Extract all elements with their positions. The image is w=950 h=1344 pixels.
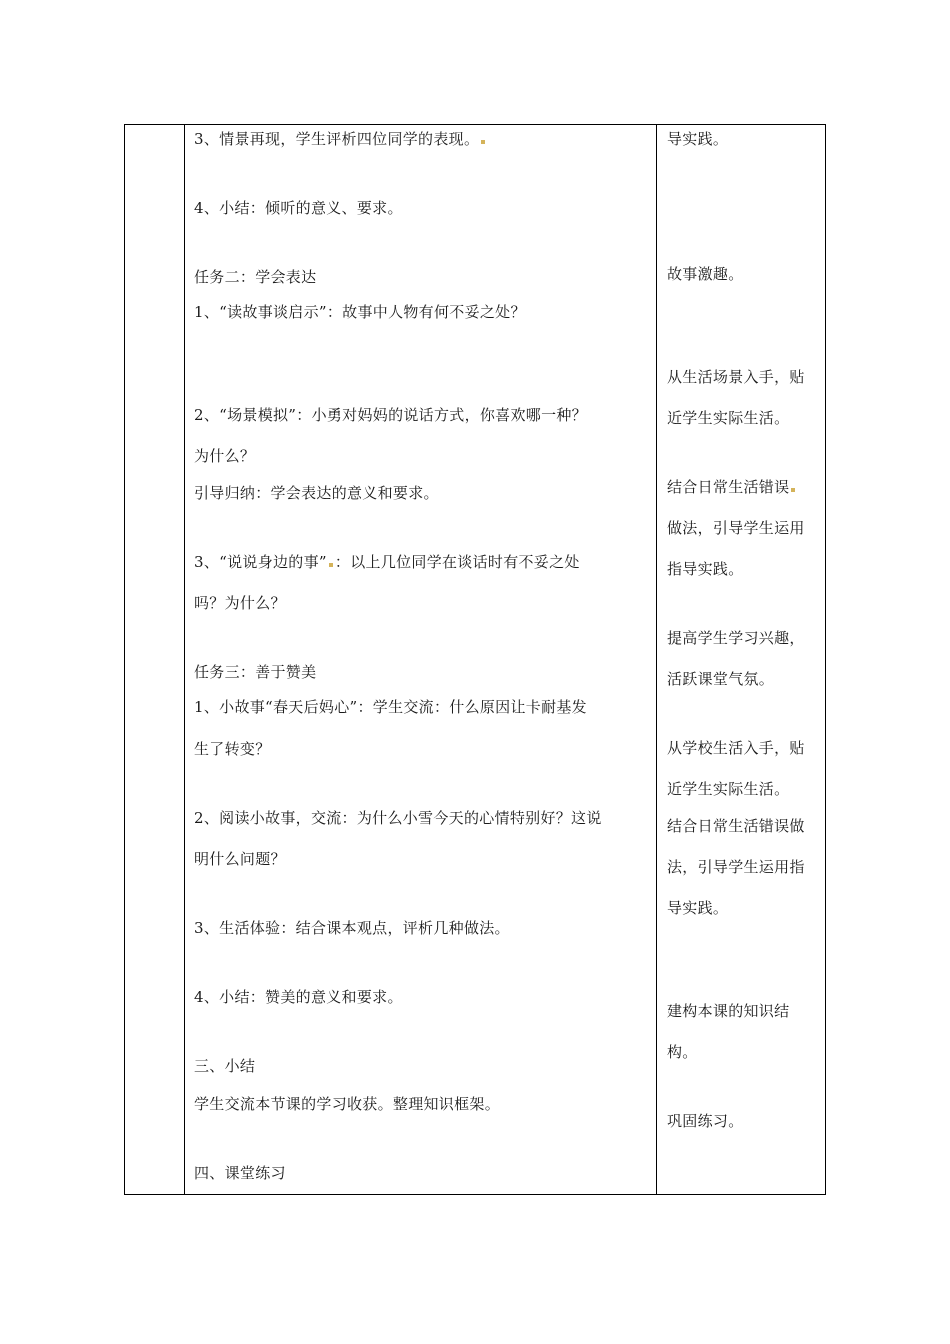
intent-line: 故事激趣。 [667,265,744,283]
process-line: 为什么？ [194,447,256,465]
intent-line: 指导实践。 [667,560,744,578]
process-line: 明什么问题？ [194,850,286,868]
process-line: 1、小故事“春天后妈心”：学生交流：什么原因让卡耐基发 [194,698,587,716]
process-line: 3、情景再现，学生评析四位同学的表现。 [194,129,487,149]
task-heading: 任务二：学会表达 [194,268,317,286]
stray-mark [329,563,333,567]
process-line: 生了转变？ [194,740,271,758]
process-line: 2、“场景模拟”：小勇对妈妈的说话方式，你喜欢哪一种？ [194,406,587,424]
intent-line: 近学生实际生活。 [667,780,790,798]
intent-line: 构。 [667,1043,698,1061]
section-heading: 三、小结 [194,1057,256,1075]
task-heading: 任务三：善于赞美 [194,663,317,681]
process-line: 吗？为什么？ [194,594,286,612]
intent-line: 导实践。 [667,130,729,148]
process-line: 2、阅读小故事，交流：为什么小雪今天的心情特别好？这说 [194,809,602,827]
column-divider-left [184,125,185,1194]
process-line: 4、小结：赞美的意义和要求。 [194,988,403,1006]
intent-line: 从生活场景入手，贴 [667,368,805,386]
intent-line: 导实践。 [667,899,729,917]
intent-line: 建构本课的知识结 [667,1002,790,1020]
intent-line: 做法，引导学生运用 [667,519,805,537]
intent-line: 巩固练习。 [667,1112,744,1130]
intent-line: 提高学生学习兴趣， [667,629,805,647]
intent-line: 结合日常生活错误做 [667,817,805,835]
stray-mark [791,488,795,492]
process-line: 3、“说说身边的事” ：以上几位同学在谈话时有不妥之处 [194,553,580,571]
process-line: 学生交流本节课的学习收获。整理知识框架。 [194,1095,501,1113]
intent-line: 近学生实际生活。 [667,409,790,427]
intent-line: 活跃课堂气氛。 [667,670,775,688]
intent-line: 从学校生活入手，贴 [667,739,805,757]
process-line: 3、生活体验：结合课本观点，评析几种做法。 [194,919,510,937]
process-line: 1、“读故事谈启示”：故事中人物有何不妥之处？ [194,303,526,321]
process-line: 4、小结：倾听的意义、要求。 [194,199,403,217]
stray-mark [481,140,485,144]
process-line: 引导归纳：学会表达的意义和要求。 [194,484,439,502]
intent-line: 结合日常生活错误 [667,477,797,497]
section-heading: 四、课堂练习 [194,1164,286,1182]
intent-line: 法，引导学生运用指 [667,858,805,876]
column-divider-right [656,125,657,1194]
